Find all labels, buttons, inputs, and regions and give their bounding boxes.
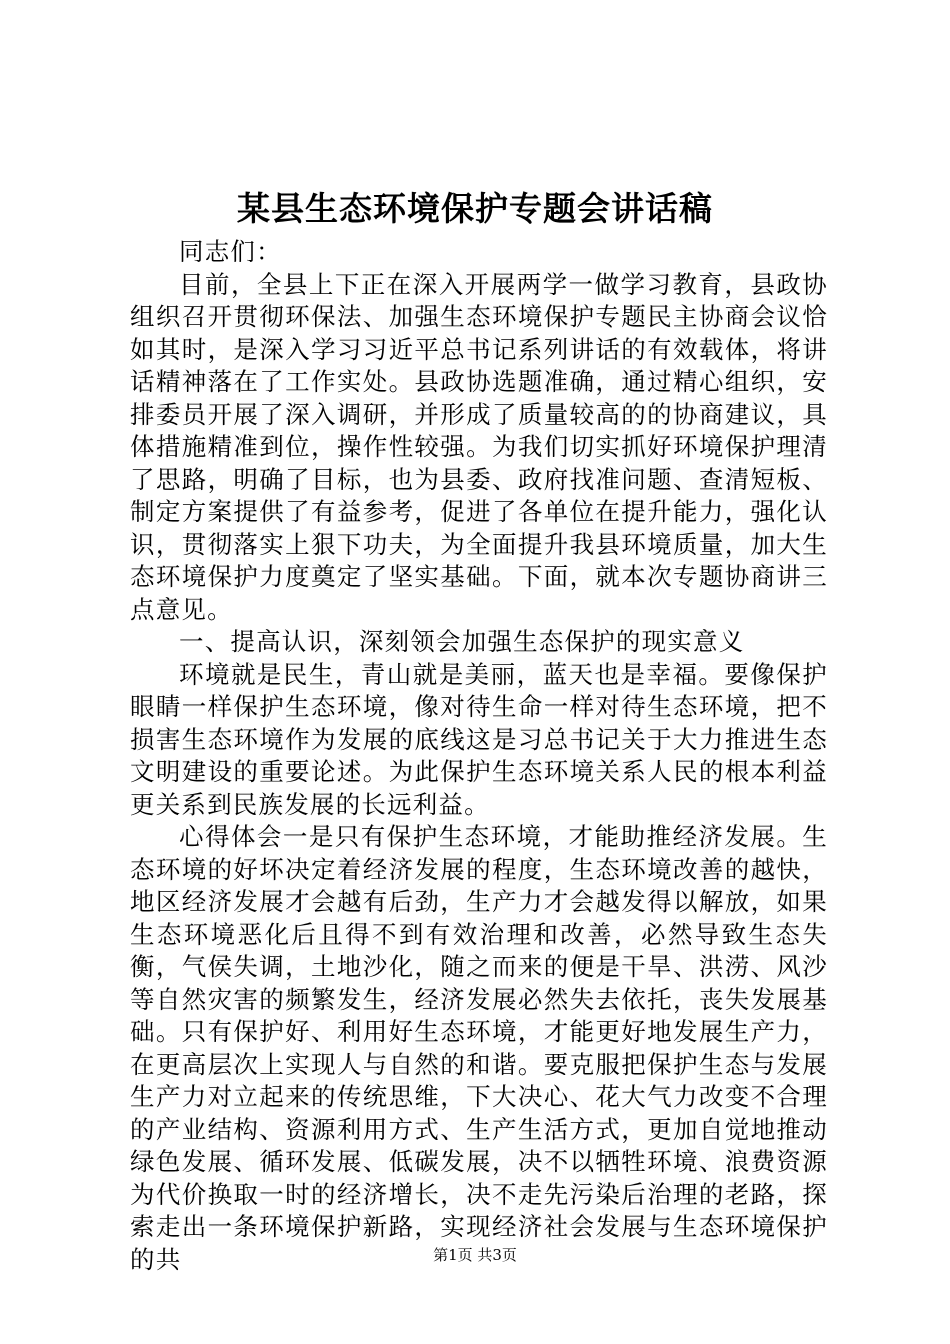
salutation: 同志们： (179, 237, 282, 266)
section-heading-1: 一、提高认识，深刻领会加强生态保护的现实意义 (179, 627, 745, 656)
document-body (130, 236, 828, 1276)
paragraph-environment: 环境就是民生，青山就是美丽，蓝天也是幸福。要像保护眼睛一样保护生态环境，像对待生命一样对待生态环境，把不损害生态环境作为发展的底线这是习总书记关于大力推进生态文明建设的重要论述。为此保护生态环境关系人民的根本利益更关系到民族发展的长远利益。 (130, 659, 828, 819)
paragraph-insight-1: 心得体会一是只有保护生态环境，才能助推经济发展。生态环境的好坏决定着经济发展的程度，生态环境改善的越快，地区经济发展才会越有后劲，生产力才会越发得以解放，如果生态环境恶化后且得不到有效治理和改善，必然导致生态失衡，气侯失调，土地沙化，随之而来的便是干旱、洪涝、风沙等自然灾害的频繁发生，经济发展必然失去依托，丧失发展基础。只有保护好、利用好生态环境，才能更好地发展生产力，在更高层次上实现人与自然的和谐。要克服把保护生态与发展生产力对立起来的传统思维，下大决心、花大气力改变不合理的产业结构、资源利用方式、生产生活方式，更加自觉地推动绿色发展、循环发展、低碳发展，决不以牺牲环境、浪费资源为代价换取一时的经济增长，决不走先污染后治理的老路，探索走出一条环境保护新路，实现经济社会发展与生态环境保护的共 (130, 822, 828, 1274)
paragraph-intro: 目前，全县上下正在深入开展两学一做学习教育，县政协组织召开贯彻环保法、加强生态环境保护专题民主协商会议恰如其时，是深入学习习近平总书记系列讲话的有效载体，将讲话精神落在了工作实处。县政协选题准确，通过精心组织，安排委员开展了深入调研，并形成了质量较高的的协商建议，具体措施精准到位，操作性较强。为我们切实抓好环境保护理清了思路，明确了目标，也为县委、政府找准问题、查清短板、制定方案提供了有益参考，促进了各单位在提升能力，强化认识，贯彻落实上狠下功夫，为全面提升我县环境质量，加大生态环境保护力度奠定了坚实基础。下面，就本次专题协商讲三点意见。 (130, 269, 828, 624)
document-title: 某县生态环境保护专题会讲话稿 (237, 189, 713, 228)
page-footer: 第1页 共3页 (433, 1246, 517, 1264)
